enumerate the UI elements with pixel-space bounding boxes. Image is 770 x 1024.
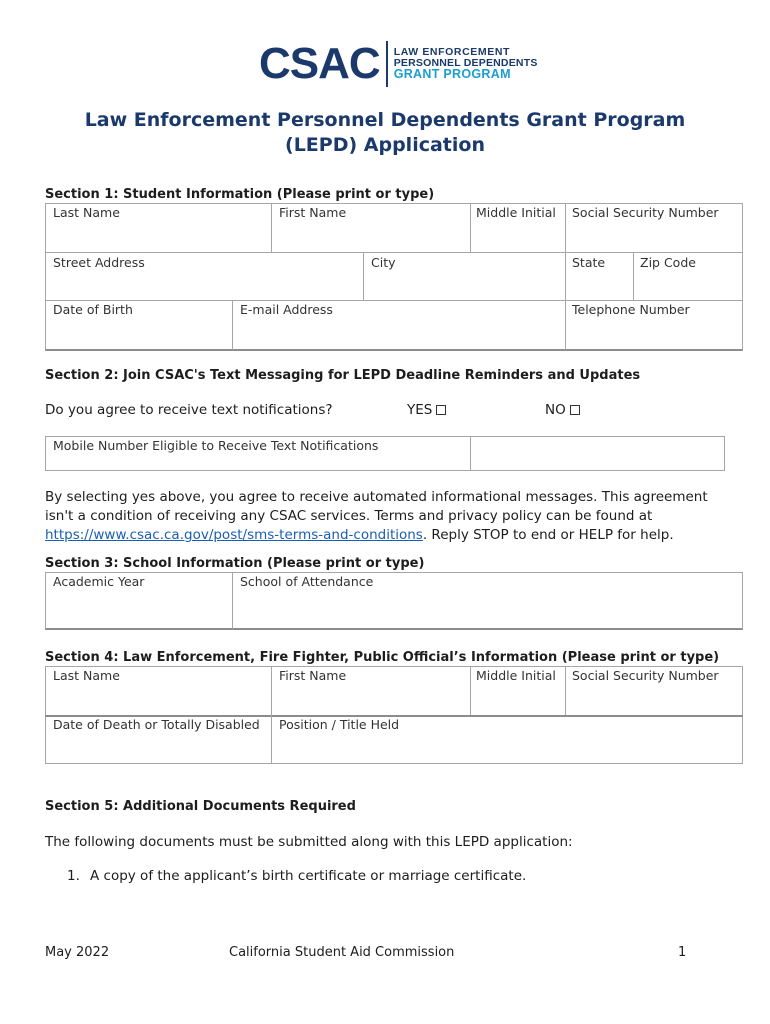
section-1-form <box>45 203 743 351</box>
col-divider <box>470 203 471 252</box>
col-divider <box>363 252 364 300</box>
student-street-field[interactable]: Street Address <box>53 255 145 270</box>
text-notification-question: Do you agree to receive text notifications? <box>45 402 333 418</box>
logo-mark: CSAC <box>259 39 380 88</box>
section-3-heading: Section 3: School Information (Please print or type) <box>45 556 425 571</box>
yes-option[interactable] <box>407 402 446 418</box>
logo-line-2: PERSONNEL DEPENDENTS <box>393 56 538 69</box>
student-ssn-field[interactable]: Social Security Number <box>572 205 719 220</box>
document-title-line-2: (LEPD) Application <box>285 134 485 156</box>
documents-intro: The following documents must be submitted along with this LEPD application: <box>45 834 573 850</box>
section-5-heading: Section 5: Additional Documents Required <box>45 799 356 814</box>
col-divider <box>565 666 566 715</box>
footer-date: May 2022 <box>45 945 110 960</box>
col-divider <box>565 203 566 252</box>
yes-label: YES <box>407 402 433 418</box>
school-of-attendance-field[interactable]: School of Attendance <box>240 574 374 589</box>
officer-first-name-field[interactable]: First Name <box>279 668 347 683</box>
row-divider <box>45 300 743 301</box>
no-label: NO <box>545 402 566 418</box>
student-email-field[interactable]: E-mail Address <box>240 302 333 317</box>
document-title-line-1: Law Enforcement Personnel Dependents Grant Program <box>84 109 686 131</box>
section-1-heading: Section 1: Student Information (Please print or type) <box>45 187 435 202</box>
page-number: 1 <box>678 945 687 960</box>
consent-text-1: By selecting yes above, you agree to receive automated informational messages. This agreement isn't a condition of receiving any CSAC services. Terms and privacy policy can be found at <box>45 489 708 524</box>
student-zip-field[interactable]: Zip Code <box>640 255 696 270</box>
student-middle-initial-field[interactable]: Middle Initial <box>476 205 556 220</box>
student-first-name-field[interactable]: First Name <box>279 205 347 220</box>
logo-divider <box>386 41 388 87</box>
student-last-name-field[interactable]: Last Name <box>53 205 120 220</box>
col-divider <box>232 300 233 350</box>
list-item: A copy of the applicant’s birth certificate or marriage certificate. <box>90 868 527 884</box>
csac-logo <box>259 40 538 88</box>
date-of-death-field[interactable]: Date of Death or Totally Disabled <box>53 717 260 732</box>
academic-year-field[interactable]: Academic Year <box>53 574 145 589</box>
no-checkbox[interactable] <box>570 405 580 415</box>
yes-checkbox[interactable] <box>436 405 446 415</box>
col-divider <box>633 252 634 300</box>
section-4-heading: Section 4: Law Enforcement, Fire Fighter, Public Official’s Information (Please print or type) <box>45 650 720 665</box>
student-phone-field[interactable]: Telephone Number <box>572 302 690 317</box>
logo-text <box>394 47 538 81</box>
section-2-heading: Section 2: Join CSAC's Text Messaging for LEPD Deadline Reminders and Updates <box>45 368 641 383</box>
officer-middle-initial-field[interactable]: Middle Initial <box>476 668 556 683</box>
logo-line-3: GRANT PROGRAM <box>393 67 511 82</box>
col-divider <box>565 252 566 300</box>
col-divider <box>232 572 233 629</box>
mobile-number-label: Mobile Number Eligible to Receive Text Notifications <box>53 438 379 453</box>
student-state-field[interactable]: State <box>572 255 606 270</box>
col-divider <box>565 300 566 350</box>
sms-terms-link[interactable]: https://www.csac.ca.gov/post/sms-terms-and-conditions <box>45 527 423 543</box>
col-divider <box>470 666 471 715</box>
row-divider <box>45 252 743 253</box>
position-title-field[interactable]: Position / Title Held <box>279 717 400 732</box>
col-divider <box>271 666 272 764</box>
text-consent-paragraph <box>45 488 735 545</box>
officer-last-name-field[interactable]: Last Name <box>53 668 120 683</box>
consent-text-2: . Reply STOP to end or HELP for help. <box>422 527 674 543</box>
footer-organization: California Student Aid Commission <box>229 945 455 960</box>
student-dob-field[interactable]: Date of Birth <box>53 302 133 317</box>
col-divider <box>271 203 272 252</box>
list-item-number: 1. <box>67 868 80 884</box>
mobile-number-input[interactable] <box>471 437 724 470</box>
section-3-form <box>45 572 743 630</box>
no-option[interactable] <box>545 402 580 418</box>
logo-line-1: LAW ENFORCEMENT <box>393 45 511 58</box>
officer-ssn-field[interactable]: Social Security Number <box>572 668 719 683</box>
student-city-field[interactable]: City <box>371 255 396 270</box>
